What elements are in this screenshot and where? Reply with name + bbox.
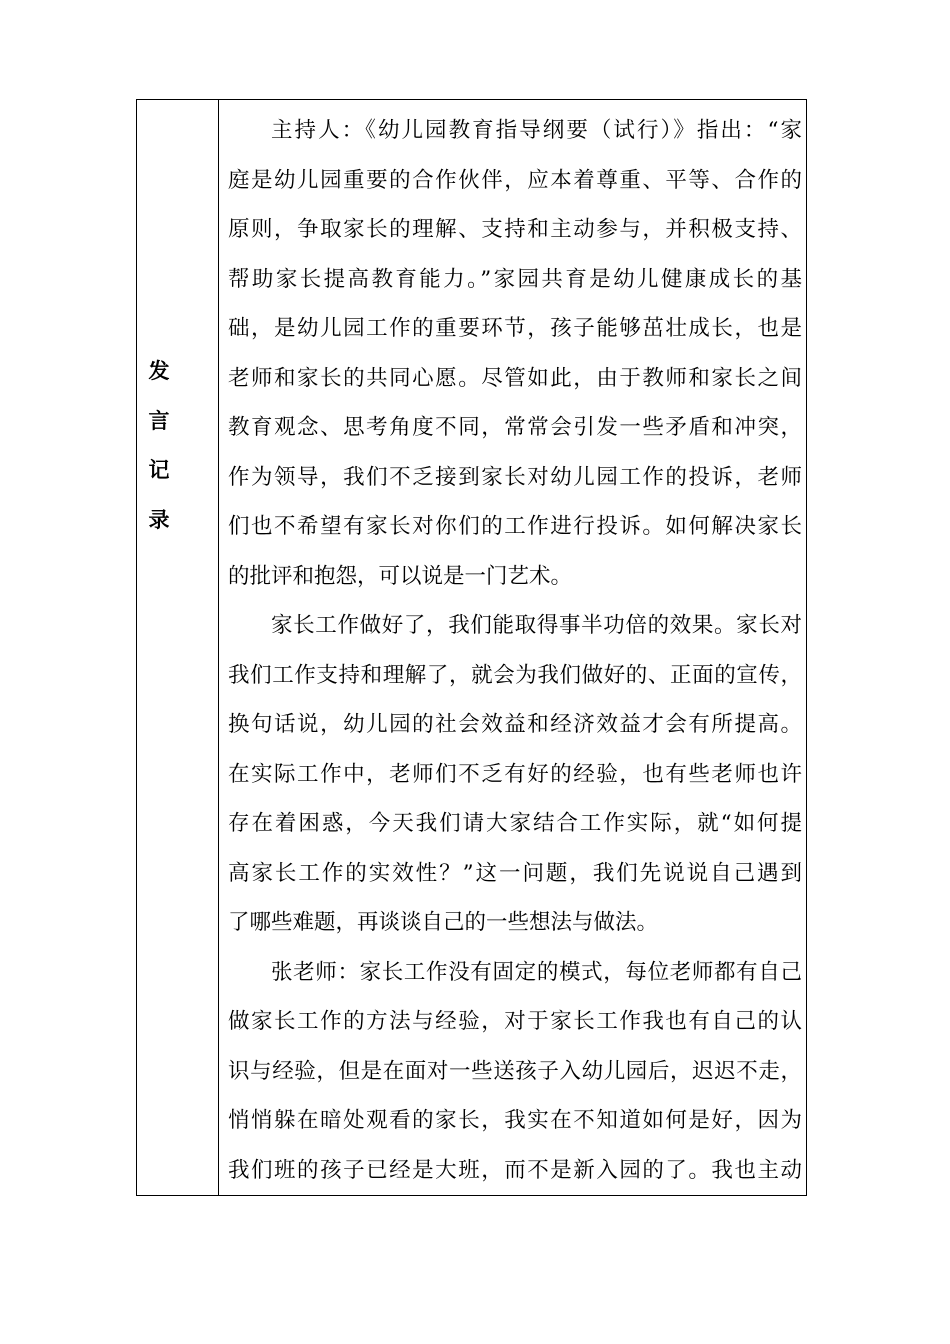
text-line: 我们班的孩子已经是大班，而不是新入园的了。我也主动 xyxy=(228,1157,802,1183)
paragraph-teacher-zhang xyxy=(228,948,802,1196)
paragraph-host xyxy=(228,106,802,601)
text-line: 张老师：家长工作没有固定的模式，每位老师都有自己 xyxy=(271,959,802,985)
label-char-4: 录 xyxy=(148,508,170,532)
record-label-cell xyxy=(137,100,218,1195)
label-char-1: 发 xyxy=(148,359,170,383)
text-line: 主持人：《幼儿园教育指导纲要（试行）》指出：“家 xyxy=(271,118,802,143)
text-line: 作为领导，我们不乏接到家长对幼儿园工作的投诉，老师 xyxy=(228,464,802,490)
text-line: 悄悄躲在暗处观看的家长，我实在不知道如何是好，因为 xyxy=(228,1108,802,1133)
record-content-cell xyxy=(228,106,802,1195)
text-line: 础，是幼儿园工作的重要环节，孩子能够茁壮成长，也是 xyxy=(228,316,802,341)
text-line: 在实际工作中，老师们不乏有好的经验，也有些老师也许 xyxy=(228,761,802,787)
text-line: 原则，争取家长的理解、支持和主动参与，并积极支持、 xyxy=(228,217,802,242)
label-char-2: 言 xyxy=(148,409,170,433)
text-line: 的批评和抱怨，可以说是一门艺术。 xyxy=(228,563,573,589)
text-line: 家长工作做好了，我们能取得事半功倍的效果。家长对 xyxy=(271,613,802,638)
text-line: 了哪些难题，再谈谈自己的一些想法与做法。 xyxy=(228,910,659,935)
text-line: 帮助家长提高教育能力。”家园共育是幼儿健康成长的基 xyxy=(228,266,802,292)
label-char-3: 记 xyxy=(148,458,170,482)
text-line: 们也不希望有家长对你们的工作进行投诉。如何解决家长 xyxy=(228,514,802,539)
text-line: 换句话说，幼儿园的社会效益和经济效益才会有所提高。 xyxy=(228,712,802,737)
text-line: 做家长工作的方法与经验，对于家长工作我也有自己的认 xyxy=(228,1009,802,1034)
text-line: 老师和家长的共同心愿。尽管如此，由于教师和家长之间 xyxy=(228,365,802,391)
text-line: 存在着困惑，今天我们请大家结合工作实际，就“如何提 xyxy=(228,811,802,836)
text-line: 教育观念、思考角度不同，常常会引发一些矛盾和冲突， xyxy=(228,415,802,440)
speech-record-table xyxy=(136,99,807,1196)
paragraph-work-benefits xyxy=(228,601,802,948)
column-divider xyxy=(218,100,219,1195)
text-line: 高家长工作的实效性？”这一问题，我们先说说自己遇到 xyxy=(228,860,802,886)
text-line: 我们工作支持和理解了，就会为我们做好的、正面的宣传， xyxy=(228,662,802,688)
text-line: 识与经验，但是在面对一些送孩子入幼儿园后，迟迟不走， xyxy=(228,1058,802,1084)
text-line: 庭是幼儿园重要的合作伙伴，应本着尊重、平等、合作的 xyxy=(228,167,802,193)
